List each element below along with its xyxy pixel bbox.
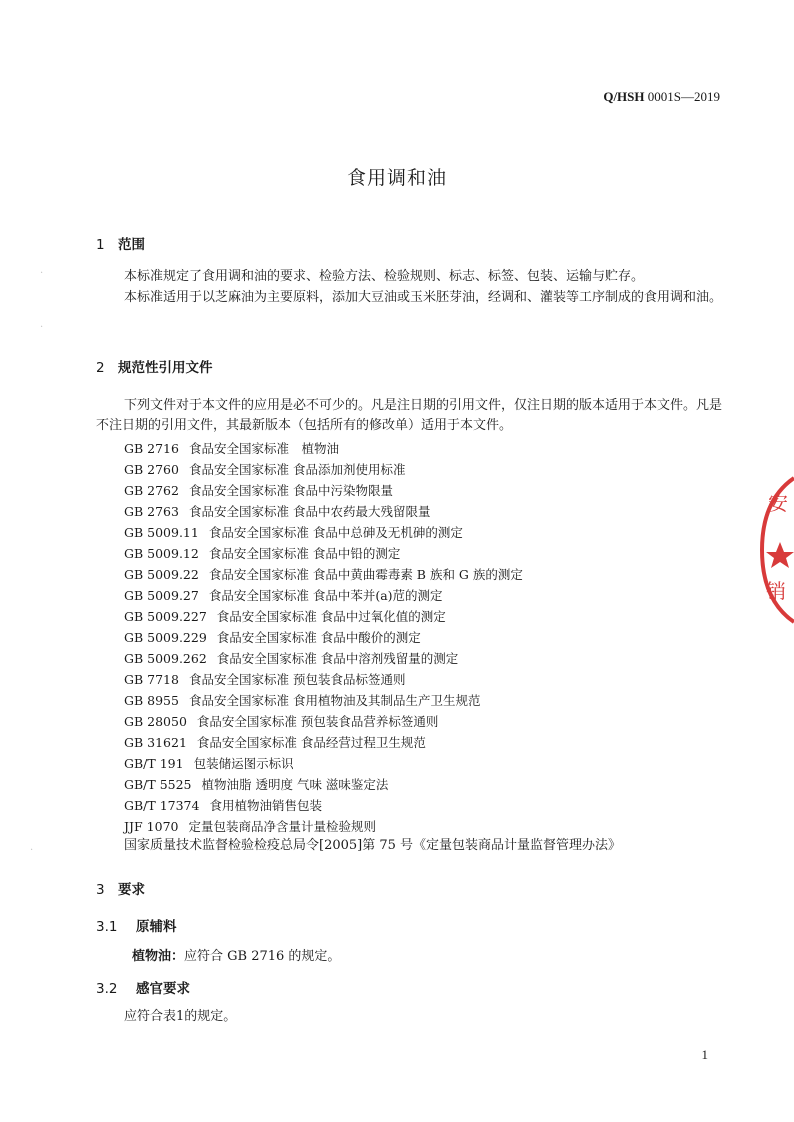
reference-name: 食品安全国家标准 食品中铅的测定 xyxy=(208,546,401,561)
reference-code: GB 7718 xyxy=(124,672,179,687)
section-title: 要求 xyxy=(118,882,145,898)
scan-speck: · xyxy=(40,268,44,279)
requirement-text: 应符合 GB 2716 的规定。 xyxy=(184,949,341,964)
reference-item xyxy=(124,607,446,625)
reference-code: GB 2760 xyxy=(124,462,179,477)
reference-name: 食品安全国家标准 食品经营过程卫生规范 xyxy=(196,735,426,750)
reference-name: 食品安全国家标准 预包装食品标签通则 xyxy=(188,672,406,687)
standard-prefix: Q/HSH xyxy=(603,89,645,104)
section-3-2-heading xyxy=(96,977,190,997)
section-3-heading xyxy=(96,878,145,898)
reference-code: GB 5009.22 xyxy=(124,567,199,582)
sensory-requirement-text: 应符合表1的规定。 xyxy=(124,1009,237,1024)
reference-code: GB/T 191 xyxy=(124,756,184,771)
reference-item xyxy=(124,754,294,772)
reference-item xyxy=(124,649,458,667)
reference-name: 食品安全国家标准 植物油 xyxy=(188,441,339,456)
reference-name: 食品安全国家标准 食品中溶剂残留量的测定 xyxy=(216,651,459,666)
section-title: 规范性引用文件 xyxy=(118,360,213,376)
reference-name: 包装储运图示标识 xyxy=(193,756,294,771)
section-1-heading xyxy=(96,233,145,253)
svg-text:安: 安 xyxy=(768,491,788,515)
requirement-label: 植物油： xyxy=(132,949,185,964)
scope-paragraph-2: 本标准适用于以芝麻油为主要原料，添加大豆油或玉米胚芽油，经调和、灌装等工序制成的食用调和油。 xyxy=(124,290,723,305)
reference-code: GB 5009.12 xyxy=(124,546,199,561)
svg-text:销: 销 xyxy=(766,579,786,603)
reference-code: GB 8955 xyxy=(124,693,179,708)
section-number: 1 xyxy=(96,237,105,253)
reference-item xyxy=(124,691,480,709)
reference-name: 食品安全国家标准 食品中酸价的测定 xyxy=(216,630,421,645)
reference-name: 食品安全国家标准 预包装食品营养标签通则 xyxy=(196,714,439,729)
reference-item xyxy=(124,796,322,814)
reference-item xyxy=(124,502,430,520)
reference-name: 食品安全国家标准 食品中农药最大残留限量 xyxy=(188,504,431,519)
subsection-number: 3.1 xyxy=(96,919,118,935)
scan-speck: · xyxy=(40,322,44,333)
reference-code: GB 5009.227 xyxy=(124,609,207,624)
section-number: 2 xyxy=(96,360,105,376)
reference-code: JJF 1070 xyxy=(124,819,179,834)
references-intro: 下列文件对于本文件的应用是必不可少的。凡是注日期的引用文件，仅注日期的版本适用于本文件。凡是不注日期的引用文件，其最新版本（包括所有的修改单）适用于本文件。 xyxy=(96,398,723,433)
standard-code xyxy=(603,89,720,105)
reference-item xyxy=(124,544,400,562)
reference-name: 植物油脂 透明度 气味 滋味鉴定法 xyxy=(201,777,389,792)
reference-item xyxy=(124,439,339,457)
reference-name: 定量包装商品净含量计量检验规则 xyxy=(188,819,376,834)
reference-item xyxy=(124,733,426,751)
reference-name: 食品安全国家标准 食品中黄曲霉毒素 B 族和 G 族的测定 xyxy=(208,567,523,582)
reference-item xyxy=(124,817,376,835)
reference-name: 食品安全国家标准 食品中总砷及无机砷的测定 xyxy=(208,525,463,540)
reference-name: 食用植物油销售包装 xyxy=(209,798,322,813)
section-2-heading xyxy=(96,356,213,376)
reference-item xyxy=(124,628,421,646)
reference-name: 食品安全国家标准 食品中污染物限量 xyxy=(188,483,393,498)
reference-code: GB 31621 xyxy=(124,735,187,750)
reference-code: GB/T 17374 xyxy=(124,798,200,813)
section-title: 范围 xyxy=(118,237,145,253)
scope-paragraph-1: 本标准规定了食用调和油的要求、检验方法、检验规则、标志、标签、包装、运输与贮存。 xyxy=(124,269,645,284)
reference-item xyxy=(124,460,405,478)
reference-item xyxy=(124,586,443,604)
reference-code: GB 5009.262 xyxy=(124,651,207,666)
reference-code: GB 2762 xyxy=(124,483,179,498)
subsection-title: 原辅料 xyxy=(136,919,177,935)
reference-item xyxy=(124,670,405,688)
document-title: 食用调和油 xyxy=(346,167,447,189)
reference-name: 食品安全国家标准 食品添加剂使用标准 xyxy=(188,462,406,477)
reference-item xyxy=(124,565,523,583)
reference-code: GB/T 5525 xyxy=(124,777,192,792)
subsection-title: 感官要求 xyxy=(136,981,190,997)
reference-name: 食品安全国家标准 食用植物油及其制品生产卫生规范 xyxy=(188,693,481,708)
reference-name: 食品安全国家标准 食品中过氧化值的测定 xyxy=(216,609,446,624)
scan-speck: · xyxy=(30,845,34,856)
reference-item xyxy=(124,712,438,730)
section-3-1-heading xyxy=(96,915,177,935)
reference-code: GB 28050 xyxy=(124,714,187,729)
section-number: 3 xyxy=(96,882,105,898)
reference-code: GB 5009.27 xyxy=(124,588,199,603)
reference-code: GB 5009.11 xyxy=(124,525,199,540)
raw-material-requirement xyxy=(132,945,340,964)
standard-number: 0001S—2019 xyxy=(647,89,720,104)
reference-item xyxy=(124,523,463,541)
reference-name: 食品安全国家标准 食品中苯并(a)苊的测定 xyxy=(208,588,443,603)
page-number: 1 xyxy=(701,1047,708,1062)
reference-code: GB 2716 xyxy=(124,441,179,456)
reference-item xyxy=(124,775,388,793)
reference-code: GB 5009.229 xyxy=(124,630,207,645)
decree-reference: 国家质量技术监督检验检疫总局令[2005]第 75 号《定量包装商品计量监督管理办法》 xyxy=(124,838,622,853)
subsection-number: 3.2 xyxy=(96,981,118,997)
reference-item xyxy=(124,481,393,499)
reference-code: GB 2763 xyxy=(124,504,179,519)
red-seal-stamp xyxy=(758,470,794,630)
